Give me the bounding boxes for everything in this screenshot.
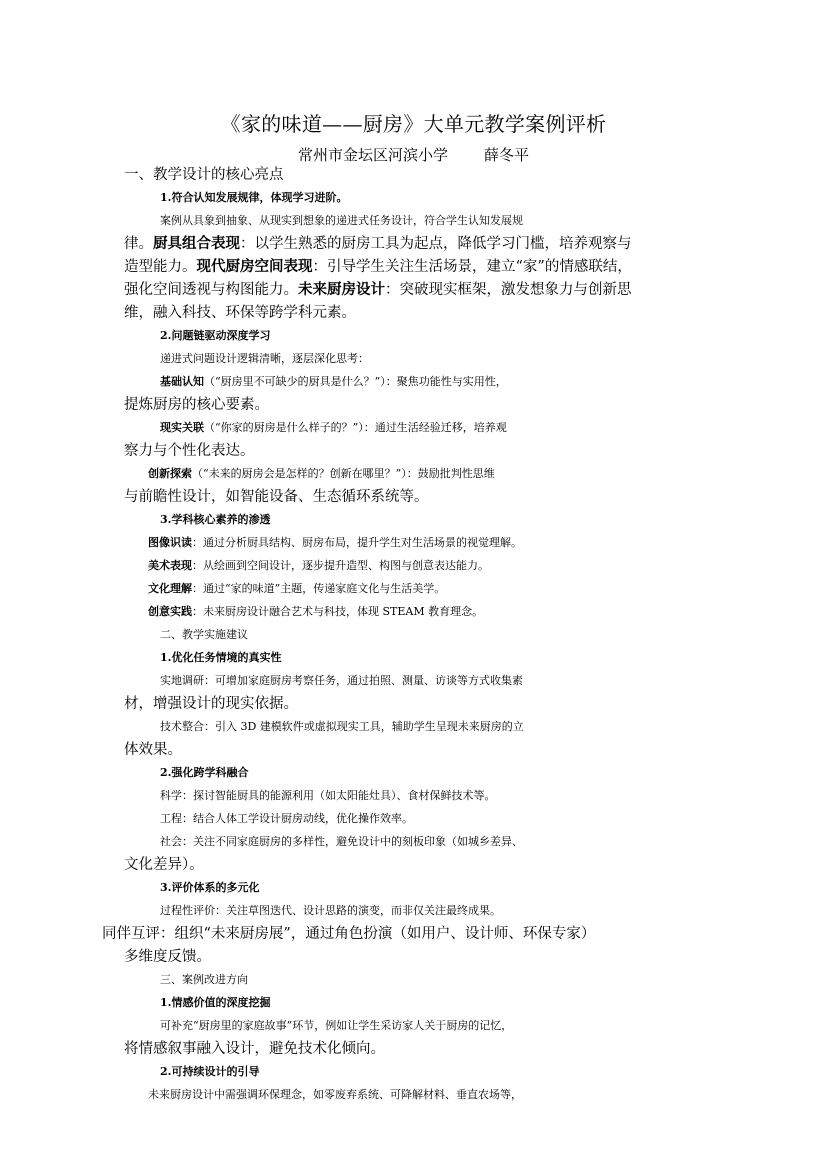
- literacy-line: 美术表现：从绘画到空间设计，逐步提升造型、构图与创意表达能力。: [148, 559, 489, 572]
- section-heading-2: 二、教学实施建议: [160, 628, 248, 641]
- question-line: 基础认知（“厨房里不可缺少的厨具是什么？”）：聚焦功能性与实用性，: [160, 375, 507, 388]
- paragraph-line: 多维度反馈。: [124, 949, 211, 965]
- question-line: 创新探索（“未来的厨房会是怎样的？创新在哪里？”）：鼓励批判性思维: [148, 467, 495, 480]
- section-heading-1: 一、教学设计的核心亮点: [124, 167, 284, 183]
- paragraph-line: 造型能力。现代厨房空间表现：引导学生关注生活场景，建立“家”的情感联结，: [124, 258, 632, 275]
- section-heading-3: 三、案例改进方向: [160, 973, 248, 986]
- literacy-line: 文化理解：通过“家的味道”主题，传递家庭文化与生活美学。: [148, 582, 446, 595]
- paragraph-line: 律。厨具组合表现：以学生熟悉的厨房工具为起点，降低学习门槛，培养观察与: [124, 235, 632, 252]
- paragraph-line: 文化差异）。: [124, 857, 204, 873]
- subheading-1-3: 3.学科核心素养的渗透: [160, 513, 271, 526]
- question-line: 察力与个性化表达。: [124, 443, 255, 459]
- paragraph-line: 同伴互评：组织“未来厨房展”，通过角色扮演（如用户、设计师、环保专家）: [102, 926, 596, 942]
- author-school: 常州市金坛区河滨小学: [297, 146, 448, 164]
- paragraph-line: 递进式问题设计逻辑清晰，逐层深化思考：: [160, 352, 369, 365]
- literacy-line: 图像识读：通过分析厨具结构、厨房布局，提升学生对生活场景的视觉理解。: [148, 536, 522, 549]
- paragraph-line: 材，增强设计的现实依据。: [124, 696, 298, 712]
- paragraph-line: 可补充“厨房里的家庭故事”环节，例如让学生采访家人关于厨房的记忆，: [160, 1019, 513, 1032]
- question-line: 与前瞻性设计，如智能设备、生态循环系统等。: [124, 489, 429, 505]
- subheading-2-1: 1.优化任务情境的真实性: [160, 651, 282, 664]
- paragraph-line: 科学：探讨智能厨具的能源利用（如太阳能灶具）、食材保鲜技术等。: [160, 789, 496, 802]
- paragraph-line: 案例从具象到抽象、从现实到想象的递进式任务设计，符合学生认知发展规: [160, 214, 523, 227]
- paragraph-line: 工程：结合人体工学设计厨房动线，优化操作效率。: [160, 812, 413, 825]
- question-line: 现实关联（“你家的厨房是什么样子的？”）：通过生活经验迁移，培养观: [160, 421, 507, 434]
- paragraph-line: 体效果。: [124, 742, 182, 758]
- subheading-2-2: 2.强化跨学科融合: [160, 766, 249, 779]
- author-line: [0, 144, 827, 165]
- paragraph-line: 技术整合：引入 3D 建模软件或虚拟现实工具，辅助学生呈现未来厨房的立: [160, 720, 524, 733]
- paragraph-line: 社会：关注不同家庭厨房的多样性，避免设计中的刻板印象（如城乡差异、: [160, 835, 523, 848]
- subheading-1-2: 2.问题链驱动深度学习: [160, 329, 271, 342]
- document-title: 《家的味道——厨房》大单元教学案例评析: [220, 112, 607, 136]
- paragraph-line: 实地调研：可增加家庭厨房考察任务，通过拍照、测量、访谈等方式收集素: [160, 674, 523, 687]
- subheading-3-2: 2.可持续设计的引导: [160, 1065, 260, 1078]
- paragraph-line: 未来厨房设计中需强调环保理念，如零废弃系统、可降解材料、垂直农场等，: [148, 1088, 522, 1101]
- subheading-3-1: 1.情感价值的深度挖掘: [160, 996, 271, 1009]
- subheading-1-1: 1.符合认知发展规律，体现学习进阶。: [160, 191, 348, 204]
- question-line: 提炼厨房的核心要素。: [124, 397, 269, 413]
- paragraph-line: 过程性评价：关注草图迭代、设计思路的演变，而非仅关注最终成果。: [160, 904, 501, 917]
- paragraph-line: 强化空间透视与构图能力。未来厨房设计：突破现实框架，激发想象力与创新思: [124, 281, 632, 298]
- literacy-line: 创意实践：未来厨房设计融合艺术与科技，体现 STEAM 教育理念。: [148, 605, 484, 618]
- author-name: 薛冬平: [484, 146, 530, 164]
- subheading-2-3: 3.评价体系的多元化: [160, 881, 260, 894]
- paragraph-line: 维，融入科技、环保等跨学科元素。: [124, 305, 356, 321]
- paragraph-line: 将情感叙事融入设计，避免技术化倾向。: [124, 1041, 385, 1057]
